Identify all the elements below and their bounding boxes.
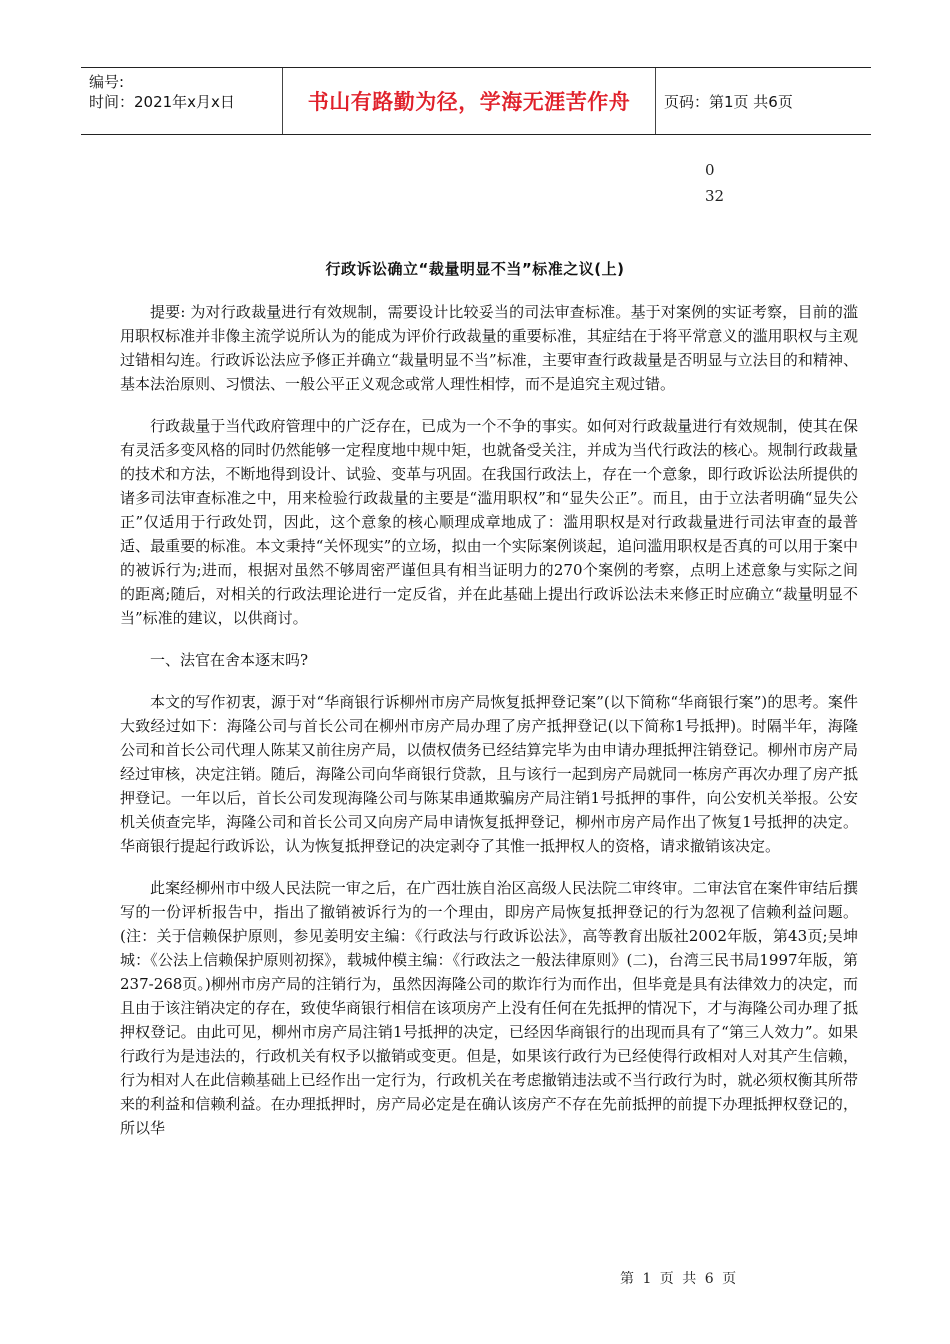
header-table	[81, 67, 871, 135]
page-footer: 第 1 页 共 6 页	[620, 1271, 739, 1287]
cropped-fragment-1: 0	[705, 161, 715, 179]
section-heading: 一、法官在舍本逐末吗?	[150, 651, 309, 669]
header-left-cell	[81, 68, 283, 134]
document-body	[120, 300, 858, 1158]
document-title: 行政诉讼确立“裁量明显不当”标准之议(上)	[325, 260, 625, 278]
intro-paragraph: 行政裁量于当代政府管理中的广泛存在，已成为一个不争的事实。如何对行政裁量进行有效规制，使其在保有灵活多变风格的同时仍然能够一定程度地中规中矩，也就备受关注，并成为当代行政法的核心。规制行政裁量的技术和方法，不断地得到设计、试验、变革与巩固。在我国行政法上，存在一个意象，即行政诉讼法所提供的诸多司法审查标准之中，用来检验行政裁量的主要是“滥用职权”和“显失公正”。而且，由于立法者明确“显失公正”仅适用于行政处罚，因此，这个意象的核心顺理成章地成了：滥用职权是对行政裁量进行司法审查的最普适、最重要的标准。本文秉持“关怀现实”的立场，拟由一个实际案例谈起，追问滥用职权是否真的可以用于案中的被诉行为;进而，根据对虽然不够周密严谨但具有相当证明力的270个案例的考察，点明上述意象与实际之间的距离;随后，对相关的行政法理论进行一定反省，并在此基础上提出行政诉讼法未来修正时应确立“裁量明显不当”标准的建议，以供商讨。	[120, 417, 858, 627]
analysis-paragraph: 此案经柳州市中级人民法院一审之后，在广西壮族自治区高级人民法院二审终审。二审法官在案件审结后撰写的一份评析报告中，指出了撤销被诉行为的一个理由，即房产局恢复抵押登记的行为忽视了信赖利益问题。(注：关于信赖保护原则，参见姜明安主编：《行政法与行政诉讼法》，高等教育出版社2002年版，第43页;吴坤城：《公法上信赖保护原则初探》，载城仲模主编：《行政法之一般法律原则》(二)，台湾三民书局1997年版，第237-268页。)柳州市房产局的注销行为，虽然因海隆公司的欺诈行为而作出，但毕竟是具有法律效力的决定，而且由于该注销决定的存在，致使华商银行相信在该项房产上没有任何在先抵押的情况下，才与海隆公司办理了抵押权登记。由此可见，柳州市房产局注销1号抵押的决定，已经因华商银行的出现而具有了“第三人效力”。如果行政行为是违法的，行政机关有权予以撤销或变更。但是，如果该行政行为已经使得行政相对人对其产生信赖，行为相对人在此信赖基础上已经作出一定行为，行政机关在考虑撤销违法或不当行政行为时，就必须权衡其所带来的利益和信赖利益。在办理抵押时，房产局必定是在确认该房产不存在先前抵押的前提下办理抵押权登记的，所以华	[120, 879, 858, 1137]
document-code-label: 编号:	[89, 73, 125, 91]
cropped-fragment-2: 32	[705, 187, 725, 205]
case-paragraph: 本文的写作初衷，源于对“华商银行诉柳州市房产局恢复抵押登记案”(以下简称“华商银行案”)的思考。案件大致经过如下：海隆公司与首长公司在柳州市房产局办理了房产抵押登记(以下简称1号抵押)。时隔半年，海隆公司和首长公司代理人陈某又前往房产局，以债权债务已经结算完毕为由申请办理抵押注销登记。柳州市房产局经过审核，决定注销。随后，海隆公司向华商银行贷款，且与该行一起到房产局就同一栋房产再次办理了房产抵押登记。一年以后，首长公司发现海隆公司与陈某串通欺骗房产局注销1号抵押的事件，向公安机关举报。公安机关侦查完毕，海隆公司和首长公司又向房产局申请恢复抵押登记，柳州市房产局作出了恢复1号抵押的决定。华商银行提起行政诉讼，认为恢复抵押登记的决定剥夺了其惟一抵押权人的资格，请求撤销该决定。	[120, 693, 858, 855]
header-page-info: 页码：第1页 共6页	[664, 92, 793, 111]
header-page-cell	[656, 68, 871, 134]
header-motto-cell	[283, 68, 656, 134]
header-motto: 书山有路勤为径，学海无涯苦作舟	[307, 90, 631, 114]
document-date-label: 时间：2021年x月x日	[89, 93, 235, 111]
abstract-paragraph: 提要: 为对行政裁量进行有效规制，需要设计比较妥当的司法审查标准。基于对案例的实证考察，目前的滥用职权标准并非像主流学说所认为的能成为评价行政裁量的重要标准，其症结在于将平常意义的滥用职权与主观过错相勾连。行政诉讼法应予修正并确立“裁量明显不当”标准，主要审查行政裁量是否明显与立法目的和精神、基本法治原则、习惯法、一般公平正义观念或常人理性相悖，而不是追究主观过错。	[120, 303, 858, 393]
